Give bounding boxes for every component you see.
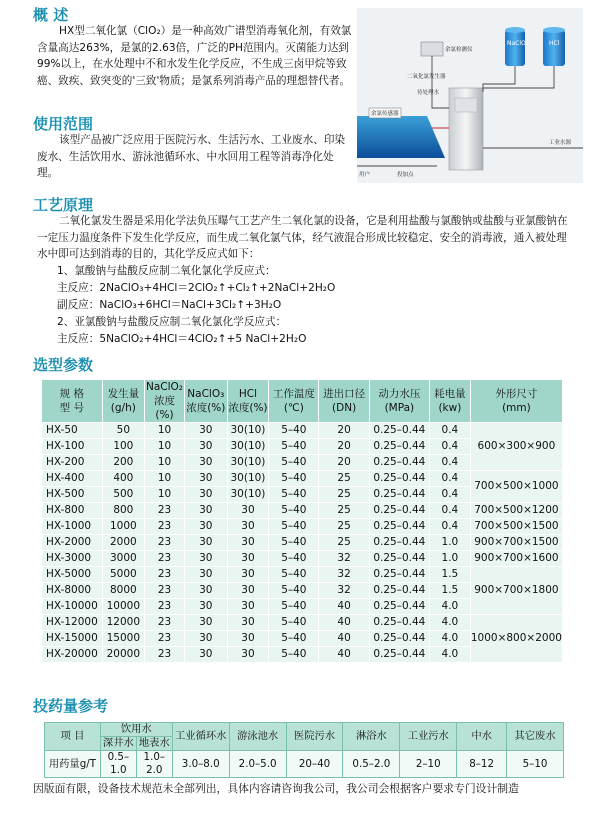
spec-cell: 5–40 — [269, 423, 319, 439]
spec-cell: 23 — [145, 583, 185, 599]
spec-cell: 1.5 — [429, 567, 470, 583]
spec-cell: 30 — [184, 535, 227, 551]
spec-cell: 0.25–0.44 — [369, 647, 429, 663]
spec-cell: 20 — [319, 439, 369, 455]
dosage-deep-well-header: 深井水 — [100, 737, 136, 751]
spec-cell: 0.25–0.44 — [369, 551, 429, 567]
spec-cell: 23 — [145, 551, 185, 567]
spec-cell: 30(10) — [227, 487, 269, 503]
spec-cell: 30 — [184, 567, 227, 583]
spec-cell: 50 — [102, 423, 144, 439]
model-cell: HX-400 — [42, 471, 103, 487]
header-output: 发生量 (g/h) — [102, 380, 144, 423]
spec-cell: 5–40 — [269, 615, 319, 631]
spec-cell: 25 — [319, 535, 369, 551]
sensor-label: 余氯传感器 — [371, 111, 399, 117]
dosage-surface-header: 地表水 — [136, 737, 172, 751]
spec-cell: 30 — [184, 423, 227, 439]
spec-cell: 12000 — [102, 615, 144, 631]
spec-cell: 5–40 — [269, 471, 319, 487]
dosage-value: 5–10 — [507, 751, 564, 778]
dosage-table — [44, 722, 564, 778]
spec-cell: 30 — [184, 439, 227, 455]
header-hcl: HCl 浓度(%) — [227, 380, 269, 423]
spec-cell: 25 — [319, 503, 369, 519]
dosage-col-2: 医院污水 — [286, 723, 343, 751]
principle-line3: 副反应：NaClO₃+6HCl＝NaCl+3Cl₂↑+3H₂O — [57, 299, 282, 311]
spec-cell: 1000 — [102, 519, 144, 535]
model-cell: HX-500 — [42, 487, 103, 503]
spec-cell: 20 — [319, 455, 369, 471]
spec-cell: 30 — [184, 599, 227, 615]
spec-cell: 4.0 — [429, 615, 470, 631]
application-text: 该型产品被广泛应用于医院污水、生活污水、工业废水、印染废水、生活饮用水、游泳池循环水、中水回用工程等消毒净化处理。 — [37, 134, 346, 179]
principle-line4: 2、亚氯酸钠与盐酸反应制二氧化氯化学反应式： — [57, 316, 287, 328]
application-title: 使用范围 — [33, 115, 94, 133]
spec-cell: 5–40 — [269, 439, 319, 455]
spec-cell: 500 — [102, 487, 144, 503]
spec-cell: 30(10) — [227, 455, 269, 471]
spec-cell: 30 — [184, 519, 227, 535]
dosage-title: 投药量参考 — [33, 697, 109, 715]
model-cell: HX-2000 — [42, 535, 103, 551]
dosage-value: 20–40 — [286, 751, 343, 778]
spec-cell: 0.25–0.44 — [369, 439, 429, 455]
spec-cell: 5–40 — [269, 519, 319, 535]
spec-cell: 30 — [184, 615, 227, 631]
spec-cell: 3000 — [102, 551, 144, 567]
dosage-col-1: 游泳池水 — [229, 723, 286, 751]
spec-cell: 400 — [102, 471, 144, 487]
spec-cell: 30 — [184, 551, 227, 567]
dimension-cell: 900×700×1800 — [470, 567, 562, 615]
header-power: 耗电量 (kw) — [429, 380, 470, 423]
spec-cell: 0.25–0.44 — [369, 583, 429, 599]
spec-cell: 32 — [319, 567, 369, 583]
dosing-point-label: 投加点 — [397, 172, 414, 178]
header-naclo2: NaClO₂ 浓度(%) — [146, 381, 184, 421]
model-cell: HX-1000 — [42, 519, 103, 535]
spec-cell: 30 — [184, 471, 227, 487]
spec-cell: 0.4 — [429, 503, 470, 519]
spec-cell: 2000 — [102, 535, 144, 551]
principle-line2: 主反应：2NaClO₃+4HCl＝2ClO₂↑+Cl₂↑+2NaCl+2H₂O — [57, 282, 336, 294]
spec-cell: 0.25–0.44 — [369, 535, 429, 551]
spec-cell: 30 — [184, 503, 227, 519]
dimension-cell: 700×500×1500 — [470, 519, 562, 535]
model-cell: HX-3000 — [42, 551, 103, 567]
spec-cell: 4.0 — [429, 599, 470, 615]
spec-cell: 23 — [145, 631, 185, 647]
principle-title: 工艺原理 — [33, 196, 94, 214]
table-row — [42, 423, 563, 439]
footer-note: 因版面有限，设备技术规范未全部列出，具体内容请咨询我公司，我公司会根据客户要求专门设计制造 — [33, 782, 519, 795]
dosage-value: 2.0–5.0 — [229, 751, 286, 778]
dosage-value: 3.0–8.0 — [172, 751, 229, 778]
spec-cell: 23 — [145, 519, 185, 535]
industrial-water-label: 工业水源 — [549, 140, 572, 146]
header-dim: 外形尺寸 (mm) — [470, 380, 562, 423]
spec-cell: 30(10) — [227, 471, 269, 487]
spec-cell: 40 — [319, 647, 369, 663]
spec-cell: 0.25–0.44 — [369, 503, 429, 519]
spec-cell: 40 — [319, 599, 369, 615]
spec-cell: 800 — [102, 503, 144, 519]
dosage-col-3: 淋浴水 — [343, 723, 400, 751]
model-cell: HX-800 — [42, 503, 103, 519]
spec-cell: 0.4 — [429, 439, 470, 455]
spec-cell: 1.0 — [429, 535, 470, 551]
spec-cell: 0.25–0.44 — [369, 631, 429, 647]
spec-cell: 10000 — [102, 599, 144, 615]
spec-cell: 5–40 — [269, 647, 319, 663]
spec-cell: 30 — [227, 583, 269, 599]
spec-cell: 200 — [102, 455, 144, 471]
principle-text: 二氧化氯发生器是采用化学法负压曝气工艺产生二氧化氯的设备，它是利用盐酸与氯酸钠或盐酸与亚氯酸钠在一定压力温度条件下发生化学反应，而生成二氧化氯气体，经气液混合形成比较稳定、安全的消毒液，通入被处理水中即可达到消毒的目的，其化学反应式如下： — [37, 215, 568, 260]
spec-cell: 40 — [319, 615, 369, 631]
spec-cell: 0.25–0.44 — [369, 567, 429, 583]
table-row — [42, 503, 563, 519]
model-cell: HX-100 — [42, 439, 103, 455]
model-cell: HX-8000 — [42, 583, 103, 599]
dosage-value: 0.5–2.0 — [343, 751, 400, 778]
spec-cell: 4.0 — [429, 631, 470, 647]
spec-cell: 40 — [319, 631, 369, 647]
spec-cell: 30 — [227, 535, 269, 551]
spec-cell: 0.25–0.44 — [369, 455, 429, 471]
header-pressure: 动力水压 (MPa) — [369, 380, 429, 423]
spec-cell: 30 — [227, 599, 269, 615]
treated-water-label: 待处理水 — [417, 90, 440, 96]
spec-cell: 32 — [319, 551, 369, 567]
dosage-col-6: 其它废水 — [507, 723, 564, 751]
spec-cell: 23 — [145, 567, 185, 583]
table-row — [42, 567, 563, 583]
spec-cell: 20 — [319, 423, 369, 439]
model-cell: HX-200 — [42, 455, 103, 471]
spec-cell: 5–40 — [269, 551, 319, 567]
dimension-cell: 900×700×1600 — [470, 551, 562, 567]
spec-cell: 10 — [145, 439, 185, 455]
meter-label: 余氯检测仪 — [445, 47, 473, 53]
spec-cell: 30 — [184, 455, 227, 471]
dimension-cell: 900×700×1500 — [470, 535, 562, 551]
dimension-cell: 600×300×900 — [470, 423, 562, 471]
spec-cell: 4.0 — [429, 647, 470, 663]
spec-cell: 10 — [145, 455, 185, 471]
spec-cell: 5–40 — [269, 583, 319, 599]
spec-cell: 30 — [227, 615, 269, 631]
spec-cell: 0.4 — [429, 519, 470, 535]
spec-cell: 0.25–0.44 — [369, 423, 429, 439]
spec-cell: 10 — [145, 487, 185, 503]
spec-cell: 30 — [184, 647, 227, 663]
spec-cell: 23 — [145, 503, 185, 519]
spec-cell: 0.4 — [429, 487, 470, 503]
model-cell: HX-12000 — [42, 615, 103, 631]
spec-title: 选型参数 — [33, 356, 94, 374]
meter-icon — [421, 42, 443, 56]
model-cell: HX-15000 — [42, 631, 103, 647]
dosage-value: 1.0–2.0 — [136, 751, 172, 778]
spec-cell: 0.25–0.44 — [369, 615, 429, 631]
header-inlet: 进出口径 (DN) — [319, 380, 369, 423]
table-row — [42, 615, 563, 631]
spec-cell: 32 — [319, 583, 369, 599]
dosage-col-4: 工业污水 — [400, 723, 457, 751]
spec-cell: 0.25–0.44 — [369, 599, 429, 615]
overview-title: 概 述 — [33, 6, 69, 24]
spec-cell: 5–40 — [269, 599, 319, 615]
principle-line5: 主反应：5NaClO₂+4HCl＝4ClO₂↑+5 NaCl+2H₂O — [57, 333, 307, 345]
dosage-value: 2–10 — [400, 751, 457, 778]
spec-cell: 5–40 — [269, 631, 319, 647]
dosage-project-header: 项 目 — [45, 723, 101, 751]
table-row — [42, 471, 563, 487]
spec-cell: 30 — [227, 551, 269, 567]
spec-cell: 25 — [319, 471, 369, 487]
spec-cell: 23 — [145, 647, 185, 663]
spec-cell: 5000 — [102, 567, 144, 583]
dosage-value: 8–12 — [457, 751, 507, 778]
spec-cell: 0.4 — [429, 455, 470, 471]
header-naclo3: NaClO₃ 浓度(%) — [184, 380, 227, 423]
model-cell: HX-20000 — [42, 647, 103, 663]
header-model: 规 格 型 号 — [42, 380, 103, 423]
table-row — [42, 519, 563, 535]
spec-cell: 0.25–0.44 — [369, 519, 429, 535]
dosage-drinking-header: 饮用水 — [100, 723, 172, 737]
spec-cell: 0.25–0.44 — [369, 471, 429, 487]
principle-line1: 1、氯酸钠与盐酸反应制二氧化氯化学反应式： — [57, 265, 276, 277]
generator-label: 二氧化氯发生器 — [407, 74, 446, 80]
dosage-row-label: 用药量g/T — [45, 751, 101, 778]
spec-cell: 5–40 — [269, 503, 319, 519]
spec-cell: 30 — [227, 567, 269, 583]
table-row — [42, 551, 563, 567]
spec-cell: 8000 — [102, 583, 144, 599]
spec-cell: 30 — [184, 583, 227, 599]
spec-cell: 25 — [319, 487, 369, 503]
tank1-label: NaClO₂ — [507, 40, 529, 47]
dosage-col-0: 工业循环水 — [172, 723, 229, 751]
tank2-label: HCl — [549, 40, 560, 47]
dimension-cell: 700×500×1200 — [470, 503, 562, 519]
spec-cell: 1.5 — [429, 583, 470, 599]
spec-table — [41, 379, 563, 663]
spec-cell: 23 — [145, 615, 185, 631]
model-cell: HX-50 — [42, 423, 103, 439]
spec-cell: 20000 — [102, 647, 144, 663]
user-label: 用户 — [359, 172, 371, 178]
spec-cell: 1.0 — [429, 551, 470, 567]
spec-cell: 25 — [319, 519, 369, 535]
dimension-cell: 1000×800×2000 — [470, 615, 562, 663]
spec-cell: 30 — [184, 631, 227, 647]
spec-cell: 15000 — [102, 631, 144, 647]
spec-cell: 30 — [227, 631, 269, 647]
spec-cell: 0.4 — [429, 423, 470, 439]
spec-cell: 30 — [227, 647, 269, 663]
model-cell: HX-5000 — [42, 567, 103, 583]
spec-cell: 30 — [227, 519, 269, 535]
spec-cell: 30 — [184, 487, 227, 503]
spec-cell: 0.4 — [429, 471, 470, 487]
dimension-cell: 700×500×1000 — [470, 471, 562, 503]
spec-cell: 30(10) — [227, 423, 269, 439]
spec-cell: 10 — [145, 471, 185, 487]
header-temp: 工作温度 (℃) — [269, 380, 319, 423]
model-cell: HX-10000 — [42, 599, 103, 615]
spec-cell: 30(10) — [227, 439, 269, 455]
spec-cell: 23 — [145, 535, 185, 551]
spec-cell: 5–40 — [269, 535, 319, 551]
process-diagram — [357, 8, 583, 183]
spec-cell: 30 — [227, 503, 269, 519]
dosage-col-5: 中水 — [457, 723, 507, 751]
dosage-value: 0.5–1.0 — [100, 751, 136, 778]
table-row — [42, 535, 563, 551]
spec-cell: 5–40 — [269, 455, 319, 471]
spec-cell: 23 — [145, 599, 185, 615]
overview-text: HX型二氧化氯（ClO₂）是一种高效广谱型消毒氧化剂，有效氯含量高达263%，是氯的2.63倍，广泛的PH范围内。灭菌能力达到99%以上，在水处理中不和水发生化学反应，不生成三卤甲烷等致癌、致疾、致突变的'三致'物质；是氯系列消毒产品的理想替代者。 — [37, 25, 352, 87]
spec-cell: 5–40 — [269, 567, 319, 583]
spec-cell: 0.25–0.44 — [369, 487, 429, 503]
spec-cell: 5–40 — [269, 487, 319, 503]
spec-cell: 10 — [145, 423, 185, 439]
spec-cell: 100 — [102, 439, 144, 455]
